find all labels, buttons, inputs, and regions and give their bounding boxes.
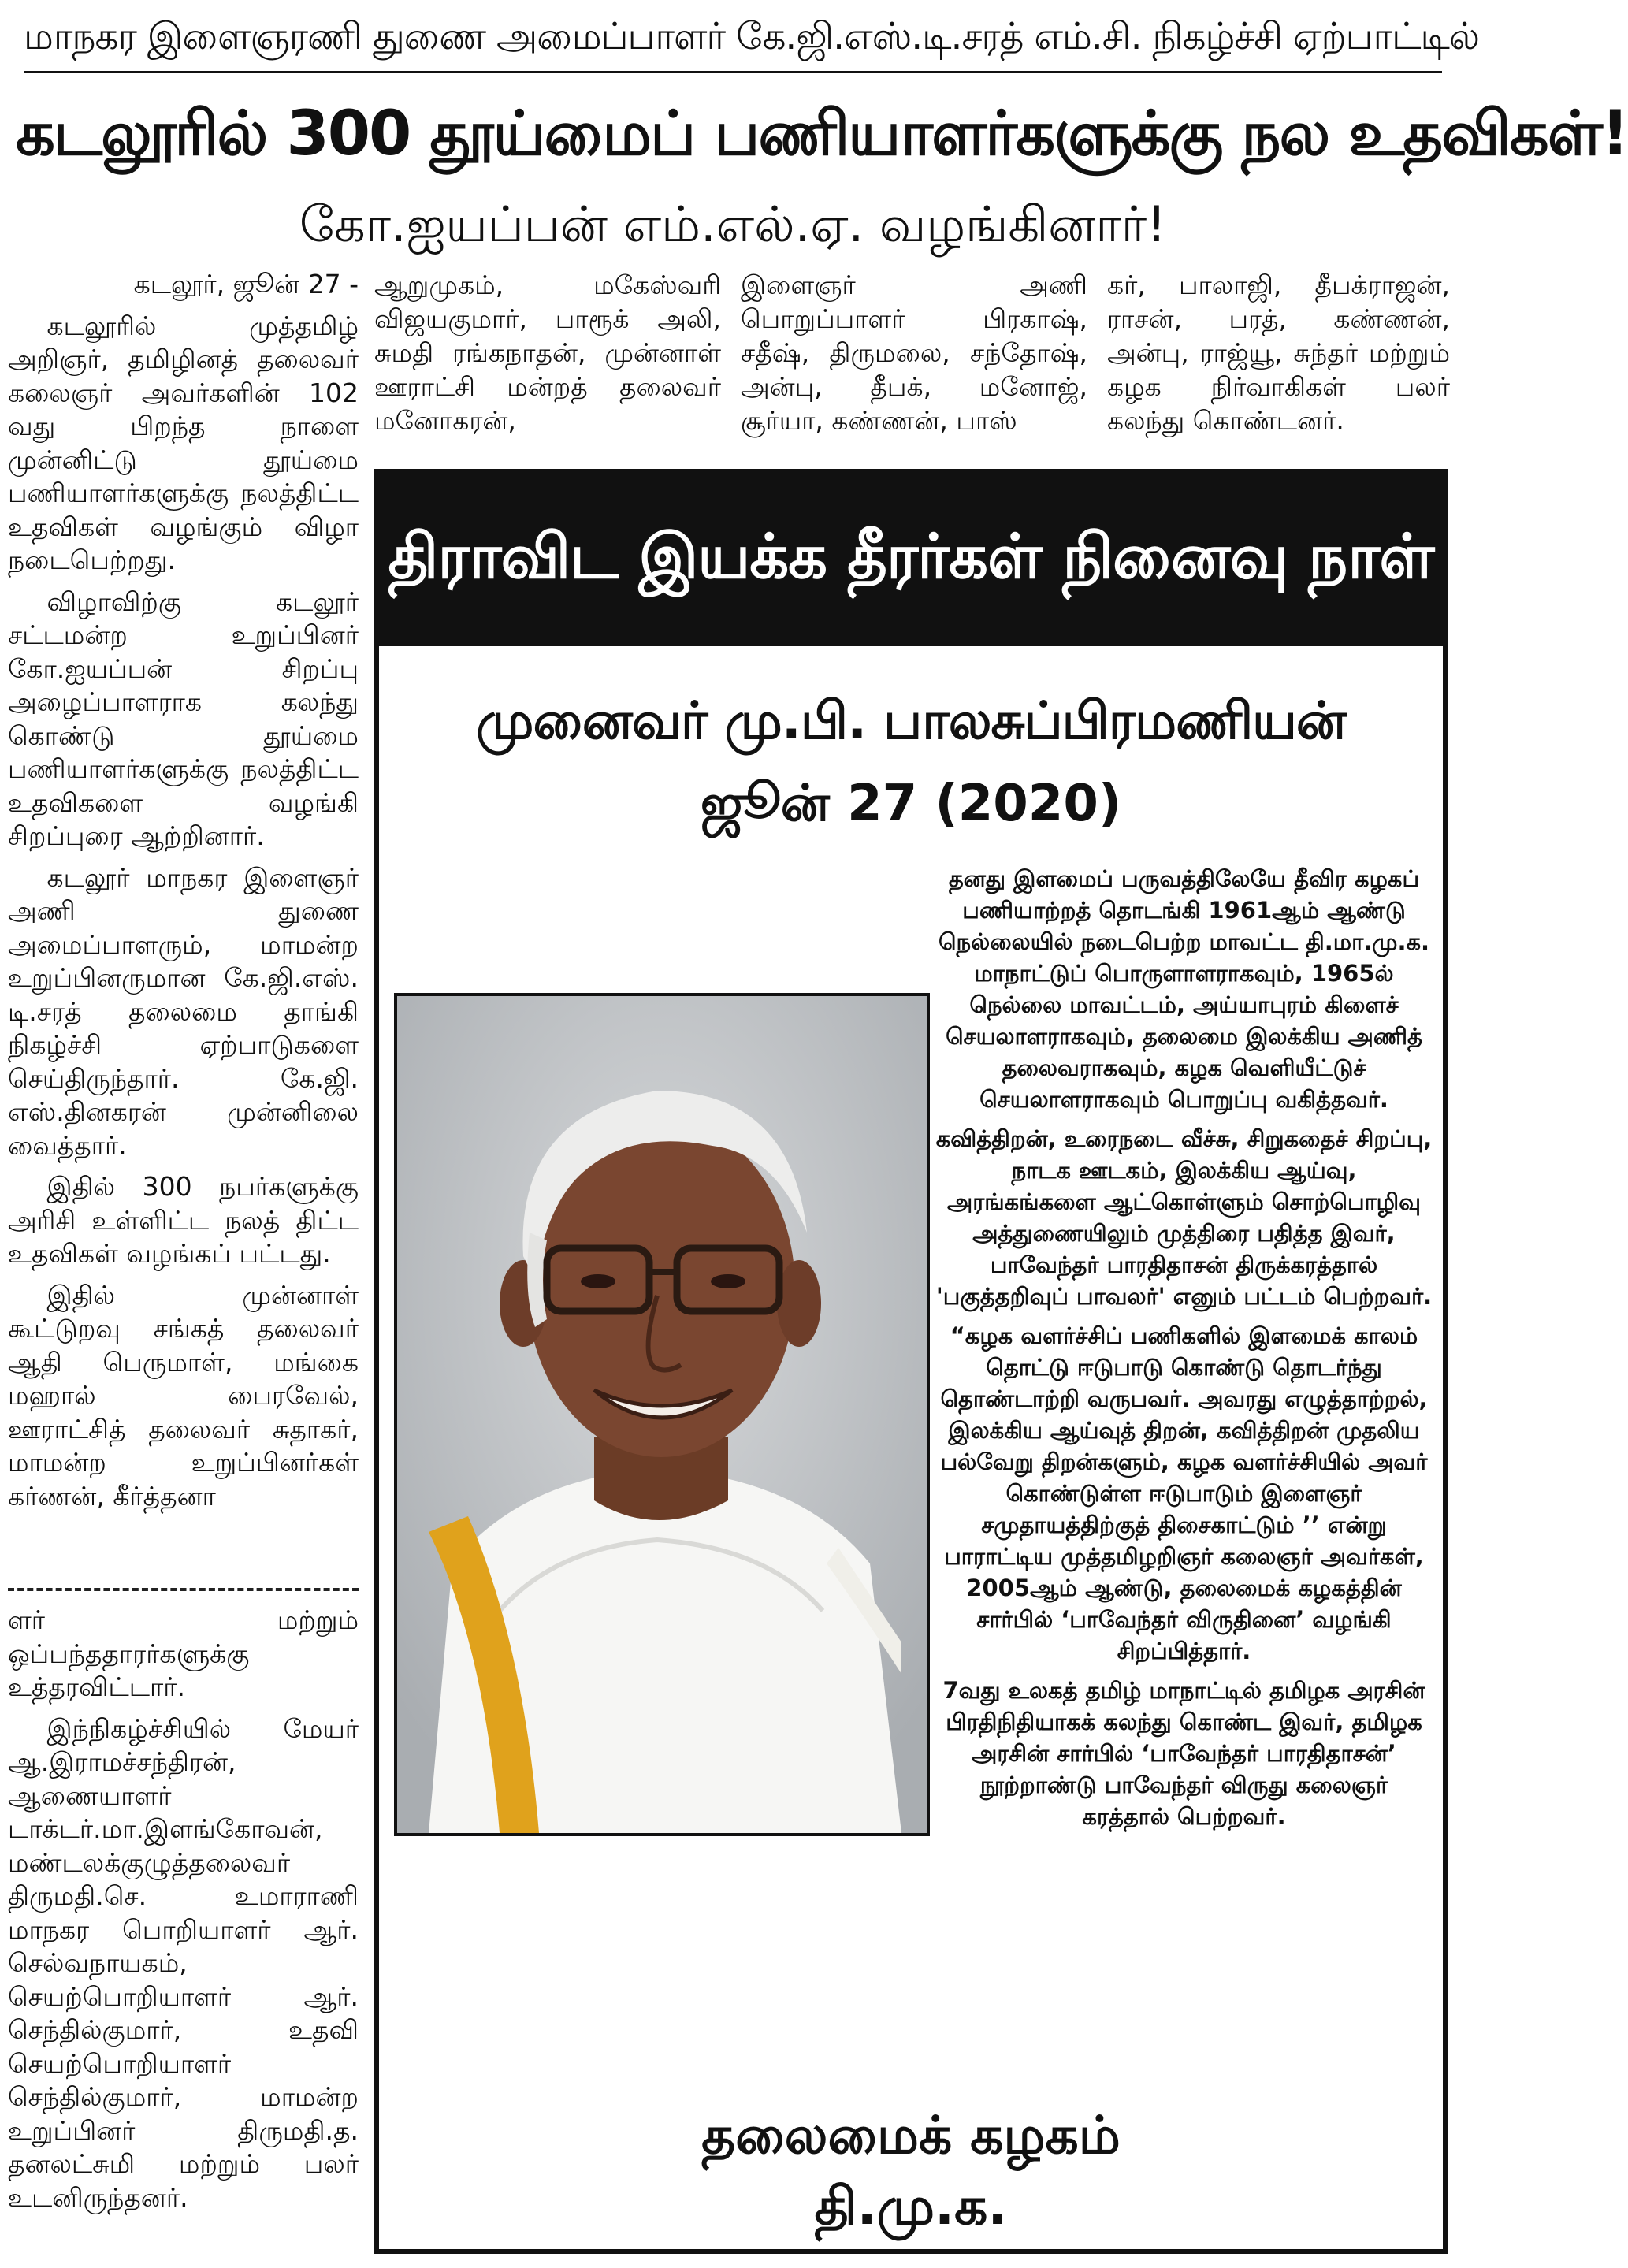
portrait-illustration — [397, 996, 927, 1833]
headline: கடலூரில் 300 தூய்மைப் பணியாளர்களுக்கு நல உதவிகள்! — [16, 99, 1628, 169]
ad-header: திராவிட இயக்க தீரர்கள் நினைவு நாள் — [374, 469, 1448, 646]
left-column-article — [8, 268, 359, 1521]
paragraph: கடலூரில் முத்தமிழ் அறிஞர், தமிழினத் தலைவர் கலைஞர் அவர்களின் 102 வது பிறந்த நாளை முன்னிட்டு தூய்மை பணியாளர்களுக்கு நலத்திட்ட உதவிகள் வழங்கும் விழா நடைபெற்றது. — [8, 310, 359, 575]
paragraph: விழாவிற்கு கடலூர் சட்டமன்ற உறுப்பினர் கோ.ஐயப்பன் சிறப்பு அழைப்பாளராக கலந்து கொண்டு தூய்மை பணியாளர்களுக்கு நலத்திட்ட உதவிகளை வழங்கி சிறப்புரை ஆற்றினார். — [8, 586, 359, 851]
kicker-line: மாநகர இளைஞரணி துணை அமைப்பாளர் கே.ஜி.எஸ்.டி.சரத் எம்.சி. நிகழ்ச்சி ஏற்பாட்டில் — [24, 15, 1479, 58]
subheadline: கோ.ஐயப்பன் எம்.எல்.ஏ. வழங்கினார்! — [299, 195, 1167, 253]
ad-signature-line1: தலைமைக் கழகம் — [701, 2105, 1121, 2166]
paragraph: இதில் 300 நபர்களுக்கு அரிசி உள்ளிட்ட நலத் திட்ட உதவிகள் வழங்கப் பட்டது. — [8, 1171, 359, 1269]
dateline: கடலூர், ஜூன் 27 - — [133, 269, 359, 299]
bio-paragraph: தனது இளமைப் பருவத்திலேயே தீவிர கழகப் பணியாற்றத் தொடங்கி 1961ஆம் ஆண்டு நெல்லையில் நடைபெற்ற மாவட்ட தி.மா.மு.க. மாநாட்டுப் பொருளாளராகவும், 1965ல் நெல்லை மாவட்டம், அய்யாபுரம் கிளைச் செயலாளராகவும், தலைமை இலக்கிய அணித் தலைவராகவும், கழக வெளியீட்டுச் செயலாளராகவும் பொறுப்பு வகித்தவர். — [938, 865, 1430, 1113]
ad-biography — [934, 863, 1434, 1840]
paragraph: இந்நிகழ்ச்சியில் மேயர் ஆ.இராமச்சந்திரன், ஆணையாளர் டாக்டர்.மா.இளங்கோவன், மண்டலக்குழுத்தலைவர் திருமதி.செ. உமாராணி மாநகர பொறியாளர் ஆர். செல்வநாயகம், செயற்பொறியாளர் ஆர். செந்தில்குமார், உதவி செயற்பொறியாளர் செந்தில்குமார், மாமன்ற உறுப்பினர் திருமதி.த. தனலட்சுமி மற்றும் பலர் உடனிருந்தனர். — [8, 1712, 359, 2213]
paragraph: இதில் முன்னாள் கூட்டுறவு சங்கத் தலைவர் ஆதி பெருமாள், மங்கை மஹால் பைரவேல், ஊராட்சித் தலைவர் சுதாகர், மாமன்ற உறுப்பினர்கள் கர்ணன், கீர்த்தனா — [8, 1279, 359, 1511]
dashed-divider — [8, 1588, 359, 1591]
ad-signature-line2: தி.மு.க. — [814, 2176, 1008, 2236]
portrait-photo — [394, 993, 930, 1836]
divider — [24, 71, 1442, 73]
top-column-3: கர், பாலாஜி, தீபக்ராஜன், ராசன், பரத், கண்ணன், அன்பு, ராஜ்யூ, சுந்தர் மற்றும் கழக நிர்வாகிகள் பலர் கலந்து கொண்டனர். — [1107, 270, 1450, 436]
ad-date: ஜூன் 27 (2020) — [700, 775, 1122, 833]
bio-paragraph: 7வது உலகத் தமிழ் மாநாட்டில் தமிழக அரசின் பிரதிநிதியாகக் கலந்து கொண்ட இவர், தமிழக அரசின் சார்பில் ‘பாவேந்தர் பாரதிதாசன்’ நூற்றாண்டு பாவேந்தர் விருது கலைஞர் கரத்தால் பெற்றவர். — [942, 1677, 1425, 1830]
bio-paragraph: “கழக வளர்ச்சிப் பணிகளில் இளமைக் காலம் தொட்டு ஈடுபாடு கொண்டு தொடர்ந்து தொண்டாற்றி வருபவர். அவரது எழுத்தாற்றல், இலக்கிய ஆய்வுத் திறன், கவித்திறன் முதலிய பல்வேறு திறன்களும், கழக வளர்ச்சியில் அவர் கொண்டுள்ள ஈடுபாடும் இளைஞர் சமுதாயத்திற்குத் திசைகாட்டும் ’’ என்று பாராட்டிய முத்தமிழறிஞர் கலைஞர் அவர்கள், 2005ஆம் ஆண்டு, தலைமைக் கழகத்தின் சார்பில் ‘பாவேந்தர் விருதினை’ வழங்கி சிறப்பித்தார். — [940, 1322, 1428, 1664]
paragraph: கடலூர் மாநகர இளைஞர் அணி துணை அமைப்பாளரும், மாமன்ற உறுப்பினருமான கே.ஜி.எஸ். டி.சரத் தலைமை தாங்கி நிகழ்ச்சி ஏற்பாடுகளை செய்திருந்தார். கே.ஜி. எஸ்.தினகரன் முன்னிலை வைத்தார். — [8, 861, 359, 1161]
ad-person-name: முனைவர் மு.பி. பாலசுப்பிரமணியன் — [476, 690, 1346, 751]
paragraph: ளர் மற்றும் ஒப்பந்ததாரர்களுக்கு உத்தரவிட்டார். — [8, 1604, 359, 1702]
bio-paragraph: கவித்திறன், உரைநடை வீச்சு, சிறுகதைச் சிறப்பு, நாடக ஊடகம், இலக்கிய ஆய்வு, அரங்கங்களை ஆட்கொள்ளும் சொற்பொழிவு அத்துணையிலும் முத்திரை பதித்த இவர், பாவேந்தர் பாரதிதாசன் திருக்கரத்தால் 'பகுத்தறிவுப் பாவலர்' எனும் பட்டம் பெற்றவர். — [935, 1125, 1433, 1310]
left-column-continued — [8, 1604, 359, 2222]
top-column-2: இளைஞர் அணி பொறுப்பாளர் பிரகாஷ், சதீஷ், திருமலை, சந்தோஷ், அன்பு, தீபக், மனோஜ், சூர்யா, கண்ணன், பாஸ் — [741, 270, 1087, 436]
top-column-1: ஆறுமுகம், மகேஸ்வரி விஜயகுமார், பாரூக் அலி, சுமதி ரங்கநாதன், முன்னாள் ஊராட்சி மன்றத் தலைவர் மனோகரன், — [374, 270, 721, 436]
